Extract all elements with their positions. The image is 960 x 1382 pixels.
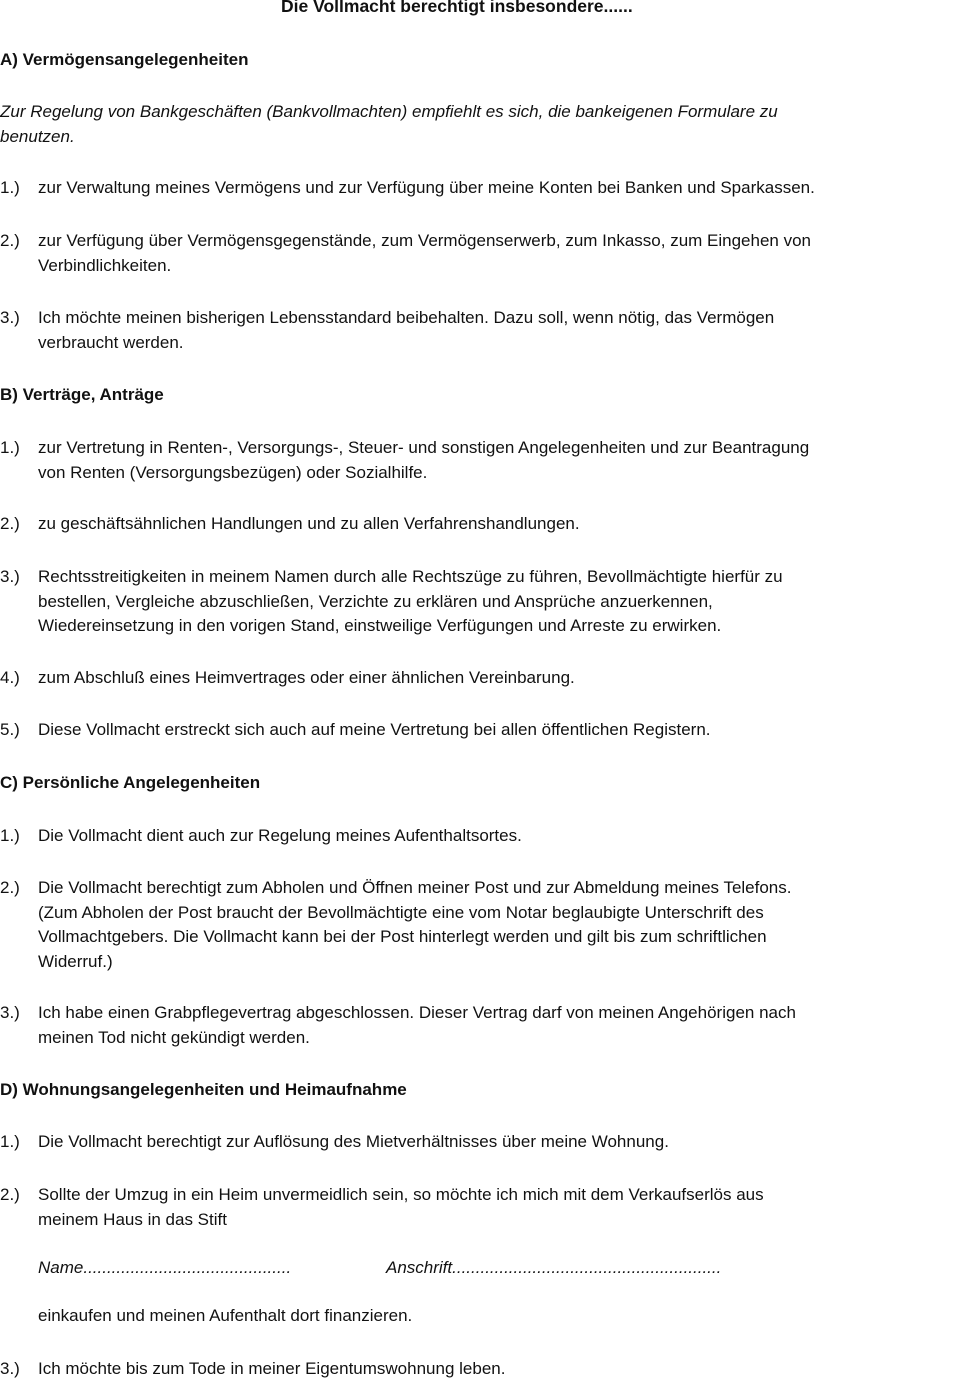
text-line: D) Wohnungsangelegenheiten und Heimaufnahme	[0, 1080, 407, 1099]
item-number: 2.)	[0, 231, 20, 250]
item-text	[38, 306, 774, 355]
text-line: bestellen, Vergleiche abzuschließen, Verzichte zu erklären und Ansprüche anzuerkennen,	[38, 591, 713, 611]
text-line: meinen Tod nicht gekündigt werden.	[38, 1027, 310, 1047]
text-line: Die Vollmacht dient auch zur Regelung meines Aufenthaltsortes.	[38, 826, 522, 845]
text-line: (Zum Abholen der Post braucht der Bevollmächtigte eine vom Notar beglaubigte Unterschrift des	[38, 902, 764, 922]
item-number: 3.)	[0, 1003, 20, 1022]
item-text	[38, 512, 580, 537]
item-text	[38, 824, 522, 849]
text-line: A) Vermögensangelegenheiten	[0, 50, 249, 69]
text-line: Zur Regelung von Bankgeschäften (Bankvollmachten) empfiehlt es sich, die bankeigenen Formulare zu	[0, 102, 778, 121]
item-text	[38, 176, 815, 201]
text-line: verbraucht werden.	[38, 332, 184, 352]
text-line: Die Vollmacht berechtigt zum Abholen und Öffnen meiner Post und zur Abmeldung meines Telefons.	[38, 878, 792, 897]
item-text	[0, 383, 164, 408]
item-text	[38, 1001, 796, 1050]
item-number: 2.)	[0, 878, 20, 897]
text-line: von Renten (Versorgungsbezügen) oder Sozialhilfe.	[38, 462, 428, 482]
item-number: 3.)	[0, 567, 20, 586]
item-number: 1.)	[0, 178, 20, 197]
item-text	[38, 876, 792, 974]
item-text	[0, 1078, 407, 1103]
item-number: 3.)	[0, 1359, 20, 1378]
text-line: Ich möchte bis zum Tode in meiner Eigentumswohnung leben.	[38, 1359, 506, 1378]
item-number: 2.)	[0, 514, 20, 533]
item-text	[38, 1183, 764, 1232]
text-line: meinem Haus in das Stift	[38, 1209, 227, 1229]
text-line: Widerruf.)	[38, 951, 113, 971]
text-line: zur Verwaltung meines Vermögens und zur Verfügung über meine Konten bei Banken und Sparkassen.	[38, 178, 815, 197]
text-line: C) Persönliche Angelegenheiten	[0, 773, 261, 792]
text-line: zur Verfügung über Vermögensgegenstände, zum Vermögenserwerb, zum Inkasso, zum Eingehen von	[38, 231, 812, 250]
item-text	[38, 666, 575, 691]
item-text	[38, 436, 809, 485]
item-text	[0, 48, 248, 73]
item-number: 5.)	[0, 720, 20, 739]
document-title: Die Vollmacht berechtigt insbesondere......	[281, 0, 633, 16]
item-number: 1.)	[0, 1132, 20, 1151]
item-text	[38, 1357, 505, 1382]
name-field[interactable]: Name............................................	[38, 1258, 292, 1277]
text-line: Sollte der Umzug in ein Heim unvermeidlich sein, so möchte ich mich mit dem Verkaufserlös aus	[38, 1185, 764, 1204]
text-line: Die Vollmacht berechtigt zur Auflösung des Mietverhältnisses über meine Wohnung.	[38, 1132, 669, 1151]
item-number: 1.)	[0, 438, 20, 457]
item-number: 4.)	[0, 668, 20, 687]
item-text	[38, 1304, 412, 1329]
text-line: Ich möchte meinen bisherigen Lebensstandard beibehalten. Dazu soll, wenn nötig, das Vermögen	[38, 308, 775, 327]
text-line: zu geschäftsähnlichen Handlungen und zu allen Verfahrenshandlungen.	[38, 514, 580, 533]
item-text	[0, 100, 778, 149]
text-line: Verbindlichkeiten.	[38, 255, 172, 275]
item-text	[38, 1130, 669, 1155]
text-line: Rechtsstreitigkeiten in meinem Namen durch alle Rechtszüge zu führen, Bevollmächtigte hierfür zu	[38, 567, 783, 586]
text-line: Ich habe einen Grabpflegevertrag abgeschlossen. Dieser Vertrag darf von meinen Angehörigen nach	[38, 1003, 796, 1022]
item-text	[38, 229, 811, 278]
address-field[interactable]: Anschrift.........................................................	[386, 1258, 722, 1277]
item-number: 2.)	[0, 1185, 20, 1204]
text-line: zur Vertretung in Renten-, Versorgungs-, Steuer- und sonstigen Angelegenheiten und zur Beantragung	[38, 438, 810, 457]
text-line: Wiedereinsetzung in den vorigen Stand, einstweilige Verfügungen und Arreste zu erwirken.	[38, 616, 722, 636]
item-number: 3.)	[0, 308, 20, 327]
item-text	[0, 771, 260, 796]
item-text	[38, 718, 711, 743]
text-line: benutzen.	[0, 126, 75, 146]
text-line: einkaufen und meinen Aufenthalt dort finanzieren.	[38, 1306, 413, 1325]
text-line: Vollmachtgebers. Die Vollmacht kann bei der Post hinterlegt werden und gilt bis zum schriftlichen	[38, 927, 767, 947]
item-number: 1.)	[0, 826, 20, 845]
text-line: zum Abschluß eines Heimvertrages oder einer ähnlichen Vereinbarung.	[38, 668, 575, 687]
item-text	[38, 565, 783, 639]
text-line: Diese Vollmacht erstreckt sich auch auf meine Vertretung bei allen öffentlichen Registern.	[38, 720, 711, 739]
text-line: B) Verträge, Anträge	[0, 385, 164, 404]
